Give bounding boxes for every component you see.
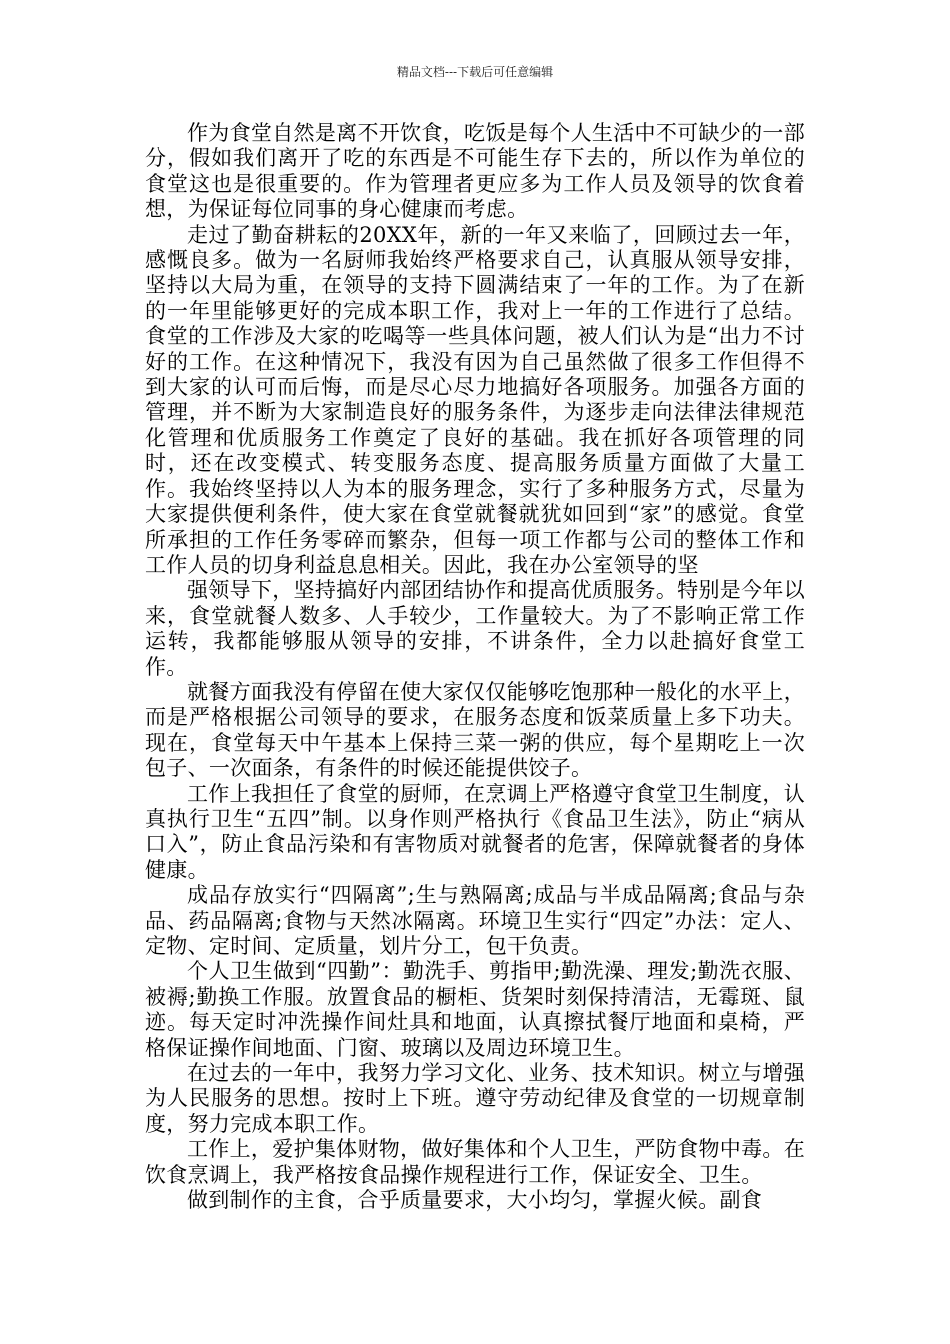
paragraph-4: 就餐方面我没有停留在使大家仅仅能够吃饱那种一般化的水平上，而是严格根据公司领导的要求，在服务态度和饭菜质量上多下功夫。现在，食堂每天中午基本上保持三菜一粥的供应，每个星期吃上一次包子、一次面条，有条件的时候还能提供饺子。 bbox=[145, 679, 805, 781]
paragraph-5: 工作上我担任了食堂的厨师，在烹调上严格遵守食堂卫生制度，认真执行卫生“五四”制。以身作则严格执行《食品卫生法》，防止“病从口入”，防止食品污染和有害物质对就餐者的危害，保障就餐者的身体健康。 bbox=[145, 781, 805, 882]
paragraph-6: 成品存放实行“四隔离”;生与熟隔离;成品与半成品隔离;食品与杂品、药品隔离;食物与天然冰隔离。环境卫生实行“四定”办法：定人、定物、定时间、定质量，划片分工，包干负责。 bbox=[145, 883, 805, 958]
paragraph-7: 个人卫生做到“四勤”：勤洗手、剪指甲;勤洗澡、理发;勤洗衣服、被褥;勤换工作服。放置食品的橱柜、货架时刻保持清洁，无霉斑、鼠迹。每天定时冲洗操作间灶具和地面，认真擦拭餐厅地面和桌椅，严格保证操作间地面、门窗、玻璃以及周边环境卫生。 bbox=[145, 959, 805, 1060]
paragraph-1: 作为食堂自然是离不开饮食，吃饭是每个人生活中不可缺少的一部分，假如我们离开了吃的东西是不可能生存下去的，所以作为单位的食堂这也是很重要的。作为管理者更应多为工作人员及领导的饮食着想，为保证每位同事的身心健康而考虑。 bbox=[145, 121, 805, 222]
paragraph-10: 做到制作的主食，合乎质量要求，大小均匀，掌握火候。副食 bbox=[187, 1188, 763, 1213]
paragraph-9: 工作上，爱护集体财物，做好集体和个人卫生，严防食物中毒。在饮食烹调上，我严格按食品操作规程进行工作，保证安全、卫生。 bbox=[145, 1137, 805, 1187]
paragraph-8: 在过去的一年中，我努力学习文化、业务、技术知识。树立与增强为人民服务的思想。按时上下班。遵守劳动纪律及食堂的一切规章制度，努力完成本职工作。 bbox=[145, 1061, 805, 1136]
page-header: 精品文档---下载后可任意编辑 bbox=[396, 65, 554, 79]
paragraph-2: 走过了勤奋耕耘的20XX年，新的一年又来临了，回顾过去一年，感慨良多。做为一名厨师我始终严格要求自己，认真服从领导安排，坚持以大局为重，在领导的支持下圆满结束了一年的工作。为了在新的一年里能够更好的完成本职工作，我对上一年的工作进行了总结。食堂的工作涉及大家的吃喝等一些具体问题，被人们认为是“出力不讨好的工作。在这种情况下，我没有因为自己虽然做了很多工作但得不到大家的认可而后悔，而是尽心尽力地搞好各项服务。加强各方面的管理，并不断为大家制造良好的服务条件，为逐步走向法律法律规范化管理和优质服务工作奠定了良好的基础。我在抓好各项管理的同时，还在改变模式、转变服务态度、提高服务质量方面做了大量工作。我始终坚持以人为本的服务理念，实行了多种服务方式，尽量为大家提供便利条件，使大家在食堂就餐就犹如回到“家”的感觉。食堂所承担的工作任务零碎而繁杂，但每一项工作都与公司的整体工作和工作人员的切身利益息息相关。因此，我在办公室领导的坚 bbox=[145, 222, 805, 577]
document-body bbox=[145, 121, 805, 1213]
paragraph-3: 强领导下，坚持搞好内部团结协作和提高优质服务。特别是今年以来，食堂就餐人数多、人手较少，工作量较大。为了不影响正常工作运转，我都能够服从领导的安排，不讲条件，全力以赴搞好食堂工作。 bbox=[145, 578, 805, 679]
